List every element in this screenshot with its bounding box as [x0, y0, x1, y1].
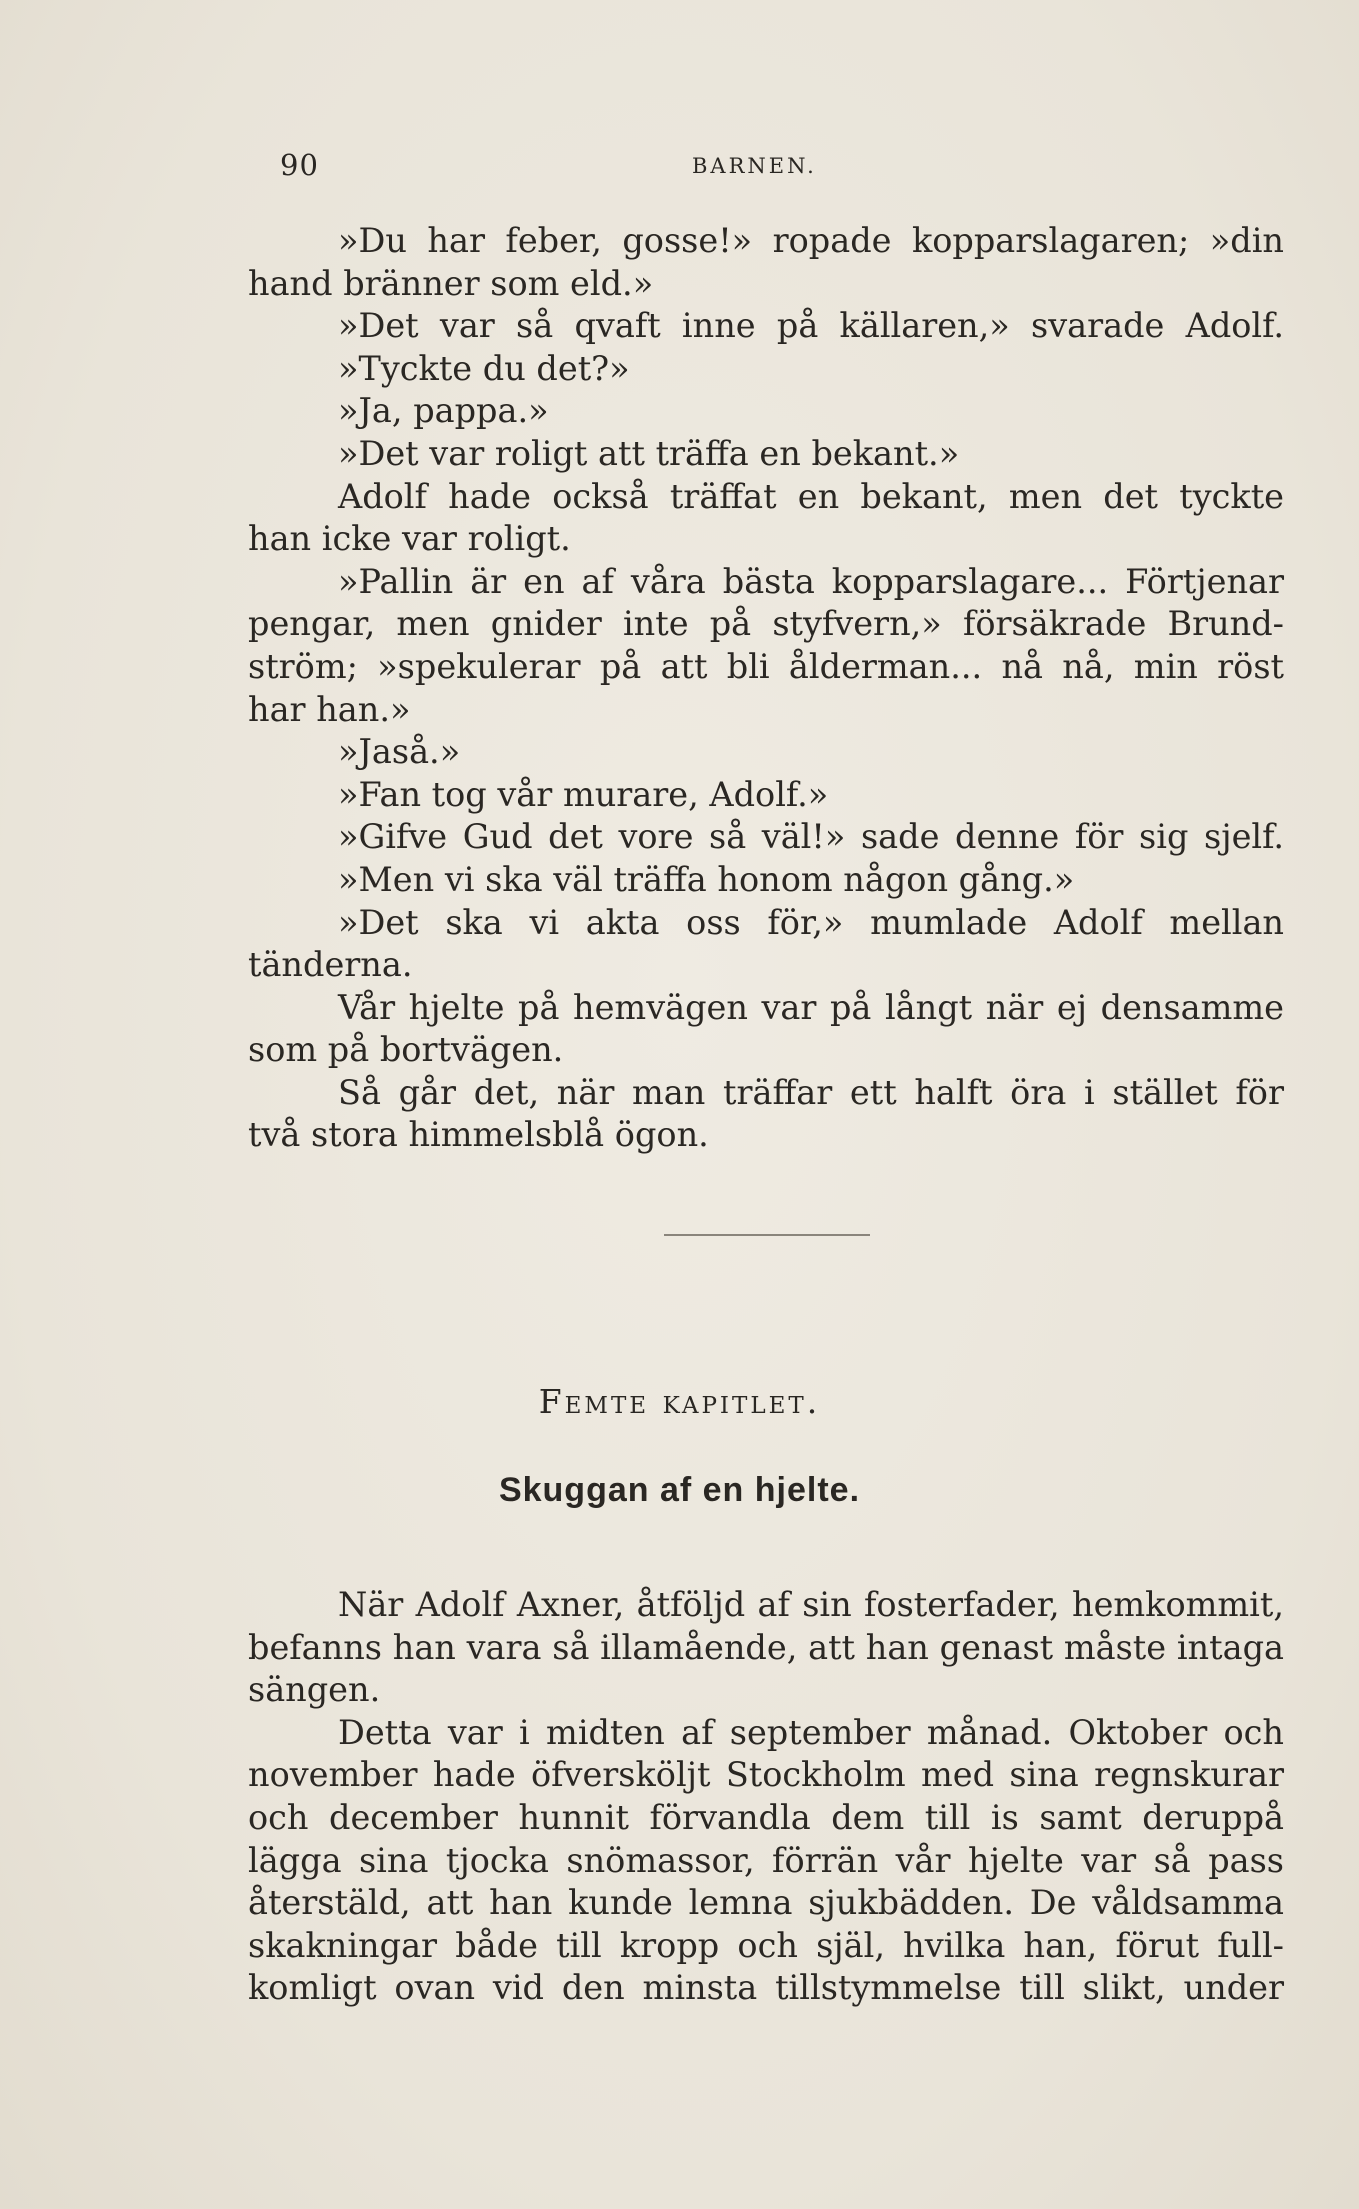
text-line: hand bränner som eld.»: [248, 263, 654, 303]
section-divider: [664, 1234, 870, 1236]
text-line: återstäld, att han kunde lemna sjukbädden. De våldsamma: [248, 1883, 1284, 1923]
page-number: 90: [280, 148, 319, 182]
chapter-title: Femte kapitlet.: [538, 1382, 821, 1421]
text-line: Så går det, när man träffar ett halft öra i stället för: [338, 1072, 1284, 1112]
text-line: Vår hjelte på hemvägen var på långt när ej densamme: [338, 987, 1284, 1027]
text-line: befanns han vara så illamående, att han genast måste intaga: [248, 1627, 1284, 1667]
text-line: När Adolf Axner, åtföljd af sin fosterfader, hemkommit,: [338, 1585, 1284, 1624]
text-line: »Fan tog vår murare, Adolf.»: [338, 774, 829, 814]
text-line: »Du har feber, gosse!» ropade kopparslagaren; »din: [338, 221, 1284, 260]
text-line: två stora himmelsblå ögon.: [248, 1115, 709, 1155]
chapter-subtitle: Skuggan af en hjelte.: [498, 1471, 861, 1509]
text-line: »Det var så qvaft inne på källaren,» svarade Adolf.: [338, 306, 1284, 346]
text-line: skakningar både till kropp och själ, hvilka han, förut full-: [248, 1925, 1284, 1965]
text-line: Adolf hade också träffat en bekant, men det tyckte: [338, 476, 1284, 516]
text-line: »Jaså.»: [338, 732, 461, 772]
running-head: BARNEN.: [692, 154, 817, 178]
text-line: han icke var roligt.: [248, 519, 571, 559]
text-line: november hade öfversköljt Stockholm med sina regnskurar: [248, 1755, 1284, 1795]
text-line: »Ja, pappa.»: [338, 391, 549, 431]
text-line: »Det var roligt att träffa en bekant.»: [338, 433, 960, 473]
page-header: [280, 148, 1280, 188]
text-line: »Men vi ska väl träffa honom någon gång.»: [338, 859, 1075, 899]
text-line: »Tyckte du det?»: [338, 348, 630, 388]
text-line: lägga sina tjocka snömassor, förrän vår hjelte var så pass: [248, 1840, 1284, 1880]
text-block-bottom: [248, 1584, 1284, 2010]
text-line: pengar, men gnider inte på styfvern,» försäkrade Brund-: [248, 604, 1284, 644]
text-line: »Gifve Gud det vore så väl!» sade denne för sig sjelf.: [338, 817, 1284, 857]
text-line: som på bortvägen.: [248, 1030, 564, 1070]
text-line: sängen.: [248, 1670, 381, 1710]
text-line: »Det ska vi akta oss för,» mumlade Adolf mellan: [338, 902, 1284, 942]
text-line: »Pallin är en af våra bästa kopparslagare... Förtjenar: [338, 561, 1284, 601]
text-line: komligt ovan vid den minsta tillstymmelse till slikt, under: [248, 1968, 1284, 2008]
text-line: och december hunnit förvandla dem till is samt deruppå: [248, 1797, 1284, 1837]
text-block-top: [248, 220, 1284, 1157]
text-line: tänderna.: [248, 945, 413, 985]
text-line: ström; »spekulerar på att bli ålderman... nå nå, min röst: [248, 646, 1284, 686]
text-line: Detta var i midten af september månad. Oktober och: [338, 1712, 1284, 1752]
text-line: har han.»: [248, 689, 411, 729]
